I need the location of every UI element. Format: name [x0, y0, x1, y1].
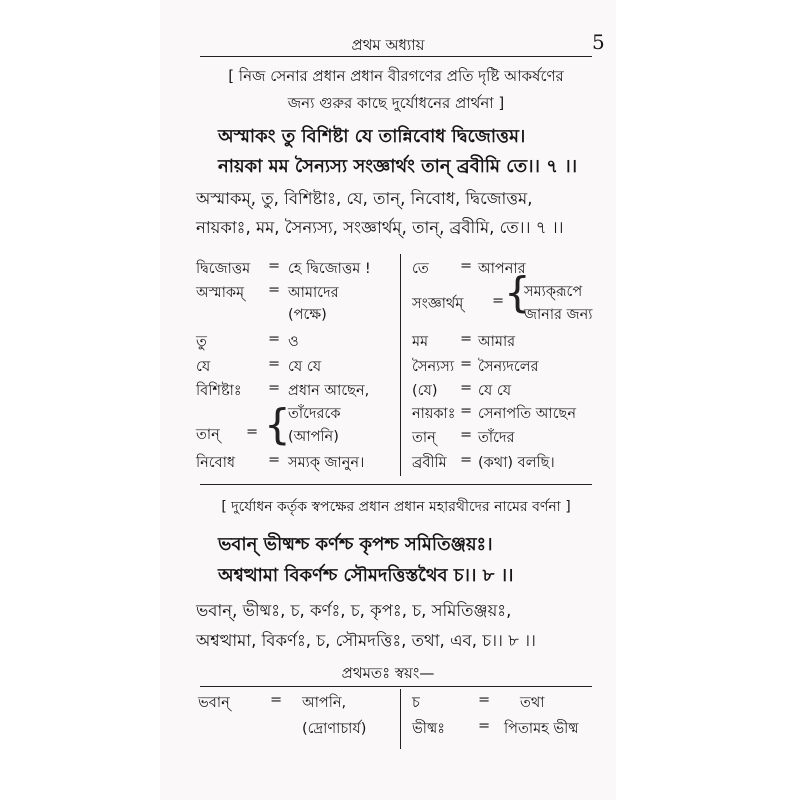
- gloss-word: তান্: [412, 430, 436, 446]
- gloss-eq: =: [268, 282, 281, 298]
- gloss-meaning-cont: (দ্রোণাচার্য): [302, 721, 367, 737]
- gloss-eq: =: [268, 258, 281, 274]
- gloss-meaning-cont: জানার জন্য: [524, 307, 593, 323]
- verse7-line2: নায়কা মম সৈন্যস্য সংজ্ঞার্থং তান্ ব্রবীমি তে।। ৭ ।।: [218, 156, 578, 177]
- gloss-eq: =: [460, 258, 473, 274]
- gloss-word: দ্বিজোত্তম: [196, 261, 251, 277]
- brace-symbol: {: [264, 400, 291, 449]
- gloss-meaning: পিতামহ ভীষ্ম: [504, 721, 579, 737]
- book-page: [160, 0, 616, 800]
- gloss-meaning-cont: (আপনি): [288, 429, 339, 445]
- gloss-meaning: হে দ্বিজোত্তম !: [288, 261, 371, 277]
- gloss-word: ভবান্: [198, 695, 230, 711]
- verse7-split-line1: অস্মাকম্, তু, বিশিষ্টাঃ, যে, তান্, নিবোধ, দ্বিজোত্তম,: [196, 189, 533, 208]
- section1-intro-line1: [ নিজ সেনার প্রধান প্রধান বীরগণের প্রতি দৃষ্টি আকর্ষণের: [228, 67, 564, 85]
- verse8-line2: অশ্বত্থামা বিকর্ণশ্চ সৌমদত্তিস্তথৈব চ।। ৮ ।।: [218, 565, 514, 586]
- section2-subheading: প্রথমতঃ স্বয়ং—: [341, 664, 435, 682]
- section2-intro: [ দুর্যোধন কর্তৃক স্বপক্ষের প্রধান প্রধান মহারথীদের নামের বর্ণনা ]: [221, 499, 571, 515]
- gloss-meaning: আমাদের: [288, 285, 339, 301]
- gloss-eq: =: [460, 331, 473, 347]
- gloss-meaning: আপনার: [478, 261, 526, 277]
- gloss-meaning: সৈন্যদলের: [478, 359, 539, 375]
- gloss-word: সৈন্যস্য: [412, 359, 455, 375]
- glossary1-divider: [400, 254, 401, 476]
- gloss-meaning-cont: (পক্ষে): [288, 307, 327, 323]
- gloss-eq: =: [460, 452, 473, 468]
- gloss-word: মম: [412, 334, 429, 350]
- gloss-meaning: যে যে: [288, 359, 322, 375]
- gloss-eq: =: [268, 356, 281, 372]
- glossary2-rule: [200, 686, 592, 687]
- gloss-eq: =: [270, 692, 283, 708]
- gloss-meaning: তথা: [520, 695, 545, 711]
- gloss-meaning: আপনি,: [302, 695, 347, 711]
- gloss-eq: =: [268, 331, 281, 347]
- gloss-eq: =: [268, 452, 281, 468]
- gloss-word: যে: [196, 359, 211, 375]
- gloss-eq: =: [478, 692, 491, 708]
- gloss-word: তে: [412, 261, 429, 277]
- gloss-meaning: সম্যক্ জানুন।: [288, 455, 365, 471]
- gloss-meaning: প্রধান আছেন,: [288, 383, 370, 399]
- glossary2-divider: [400, 689, 401, 749]
- gloss-eq: =: [460, 427, 473, 443]
- gloss-meaning: তাঁদের: [478, 430, 515, 446]
- gloss-word: নিবোধ: [196, 455, 236, 471]
- verse8-line1: ভবান্ ভীষ্মশ্চ কর্ণশ্চ কৃপশ্চ সমিতিঞ্জয়ঃ।: [218, 534, 493, 555]
- verse8-split-line1: ভবান্, ভীষ্মঃ, চ, কর্ণঃ, চ, কৃপঃ, চ, সমিতিঞ্জয়ঃ,: [196, 601, 512, 620]
- page-number: 5: [592, 30, 605, 54]
- gloss-word: তান্: [196, 427, 220, 443]
- gloss-word: (যে): [412, 383, 438, 399]
- verse8-split-line2: অশ্বত্থামা, বিকর্ণঃ, চ, সৌমদত্তিঃ, তথা, এব, চ।। ৮ ।।: [196, 631, 536, 650]
- gloss-word: ব্রবীমি: [412, 455, 447, 471]
- section1-intro: [200, 63, 592, 117]
- gloss-word: চ: [412, 695, 420, 711]
- chapter-title: প্রথম অধ্যায়: [351, 36, 425, 54]
- verse7-line1: অস্মাকং তু বিশিষ্টা যে তান্নিবোধ দ্বিজোত্তম।: [218, 126, 526, 147]
- gloss-meaning: ও: [288, 334, 299, 350]
- gloss-meaning: সম্যক্‌রূপে: [524, 284, 583, 300]
- gloss-eq: =: [460, 403, 473, 419]
- header-rule: [200, 56, 592, 57]
- gloss-meaning: যে যে: [478, 383, 512, 399]
- gloss-meaning: আমার: [478, 334, 516, 350]
- gloss-meaning: (কথা) বলছি।: [478, 455, 555, 471]
- gloss-eq: =: [478, 718, 491, 734]
- gloss-eq: =: [268, 380, 281, 396]
- gloss-word: বিশিষ্টাঃ: [196, 383, 242, 399]
- gloss-eq: =: [460, 356, 473, 372]
- gloss-meaning: তাঁদেরকে: [288, 406, 341, 422]
- brace-symbol: {: [504, 268, 531, 317]
- gloss-word: তু: [196, 334, 207, 350]
- gloss-eq: =: [492, 293, 505, 309]
- gloss-word: সংজ্ঞার্থম্: [412, 296, 464, 312]
- section1-intro-line2: জন্য গুরুর কাছে দুর্যোধনের প্রার্থনা ]: [287, 94, 505, 112]
- gloss-eq: =: [460, 380, 473, 396]
- gloss-word: নায়কাঃ: [412, 406, 456, 422]
- gloss-meaning: সেনাপতি আছেন: [478, 406, 576, 422]
- gloss-eq: =: [246, 424, 259, 440]
- gloss-word: ভীষ্মঃ: [412, 721, 445, 737]
- verse7-split-line2: নায়কাঃ, মম, সৈন্যস্য, সংজ্ঞার্থম্, তান্, ব্রবীমি, তে।। ৭ ।।: [196, 218, 564, 237]
- gloss-word: অস্মাকম্: [196, 285, 245, 301]
- section-rule: [200, 484, 592, 485]
